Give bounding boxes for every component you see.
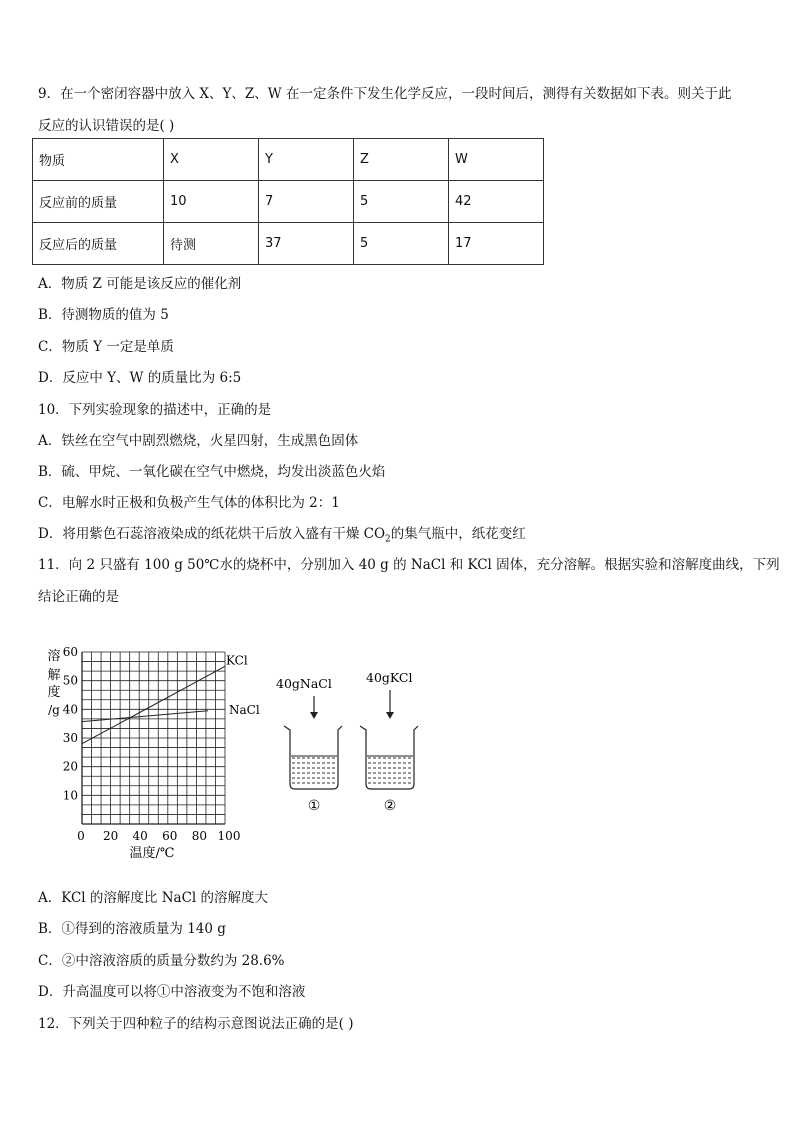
table-cell: 物质 — [33, 139, 164, 181]
x-tick-label: 80 — [191, 829, 208, 843]
series-label-nacl: NaCl — [229, 702, 260, 717]
beaker-number: ① — [307, 798, 321, 814]
y-tick-label: 60 — [62, 645, 78, 659]
x-tick-label: 40 — [132, 829, 148, 843]
beaker-diagram — [270, 660, 430, 820]
table-cell: Y — [259, 139, 354, 181]
q10-stem: 10．下列实验现象的描述中，正确的是 — [38, 402, 272, 418]
q10-option-c: C．电解水时正极和负极产生气体的体积比为 2：1 — [38, 495, 340, 511]
q9-option-a: A．物质 Z 可能是该反应的催化剂 — [38, 276, 242, 292]
q9-stem-line1: 9．在一个密闭容器中放入 X、Y、Z、W 在一定条件下发生化学反应，一段时间后，测得有关数据如下表。则关于此 — [38, 86, 732, 102]
table-row — [33, 139, 544, 181]
y-tick-label: 20 — [62, 759, 78, 774]
arrow-head-icon — [310, 712, 318, 719]
x-tick-label: 0 — [77, 829, 85, 843]
x-tick-label: 100 — [217, 829, 241, 843]
q11-stem-line1: 11．向 2 只盛有 100 g 50℃水的烧杯中，分别加入 40 g 的 NaCl 和 KCl 固体，充分溶解。根据实验和溶解度曲线，下列 — [38, 557, 780, 573]
table-cell: 17 — [449, 223, 544, 265]
q11-option-d: D．升高温度可以将①中溶液变为不饱和溶液 — [38, 984, 306, 1000]
table-cell: X — [164, 139, 259, 181]
y-tick-label: 40 — [62, 702, 78, 717]
x-tick-label: 60 — [162, 829, 178, 843]
q11-option-b: B．①得到的溶液质量为 140 g — [38, 921, 226, 937]
q9-option-b: B．待测物质的值为 5 — [38, 307, 169, 323]
x-axis-label: 温度/℃ — [129, 846, 175, 861]
q9-option-c: C．物质 Y 一定是单质 — [38, 339, 174, 355]
beaker-number: ② — [383, 798, 397, 814]
table-cell: 7 — [259, 181, 354, 223]
solution-lines — [368, 758, 412, 783]
q11-option-a: A．KCl 的溶解度比 NaCl 的溶解度大 — [38, 890, 269, 906]
beaker-label-text: 40gNaCl — [276, 676, 332, 691]
y-label-char: 解 — [47, 668, 61, 683]
y-tick-labels — [63, 645, 78, 802]
y-label-char: 溶 — [47, 649, 61, 664]
table-cell: 42 — [449, 181, 544, 223]
solubility-chart — [40, 640, 270, 865]
q10-option-d-text-tail: 的集气瓶中，纸花变红 — [390, 526, 526, 542]
table-cell: 10 — [164, 181, 259, 223]
table-cell: 反应后的质量 — [33, 223, 164, 265]
q9-option-d: D．反应中 Y、W 的质量比为 6:5 — [38, 370, 242, 386]
y-tick-label: 30 — [62, 731, 78, 745]
series-line-kcl — [82, 666, 225, 743]
q12-stem: 12．下列关于四种粒子的结构示意图说法正确的是( ) — [38, 1016, 354, 1032]
x-tick-labels — [77, 829, 240, 843]
table-cell: 5 — [354, 181, 449, 223]
q11-stem-line2: 结论正确的是 — [38, 589, 119, 605]
y-axis-label — [47, 648, 60, 717]
table-cell: Z — [354, 139, 449, 181]
beaker-kcl — [360, 670, 418, 814]
series-label-kcl: KCl — [226, 653, 248, 668]
table-row — [33, 181, 544, 223]
beaker-label-text: 40gKCl — [366, 670, 413, 685]
y-tick-label: 10 — [62, 788, 78, 803]
table-cell: 5 — [354, 223, 449, 265]
q10-option-d-text: D．将用紫色石蕊溶液染成的纸花烘干后放入盛有干燥 CO — [38, 526, 386, 542]
co2-subscript: 2 — [385, 534, 391, 545]
table-cell: 反应前的质量 — [33, 181, 164, 223]
y-tick-label: 50 — [62, 673, 78, 688]
y-label-char: /g — [48, 703, 60, 717]
beaker-label — [366, 670, 412, 685]
reaction-data-table — [32, 138, 544, 265]
arrow-head-icon — [386, 712, 394, 719]
beaker-label — [276, 676, 332, 691]
beaker-nacl — [276, 676, 342, 814]
table-cell: W — [449, 139, 544, 181]
q10-option-a: A．铁丝在空气中剧烈燃烧，火星四射，生成黑色固体 — [38, 433, 359, 449]
q11-option-c: C．②中溶液溶质的质量分数约为 28.6% — [38, 953, 285, 969]
x-tick-label: 20 — [102, 829, 119, 843]
table-cell: 待测 — [164, 223, 259, 265]
solution-lines — [292, 758, 336, 783]
table-cell: 37 — [259, 223, 354, 265]
q10-option-b: B．硫、甲烷、一氧化碳在空气中燃烧，均发出淡蓝色火焰 — [38, 464, 386, 480]
q10-option-d — [38, 522, 526, 545]
q9-stem-line2: 反应的认识错误的是( ) — [38, 118, 175, 134]
table-row — [33, 223, 544, 265]
y-label-char: 度 — [47, 685, 61, 700]
